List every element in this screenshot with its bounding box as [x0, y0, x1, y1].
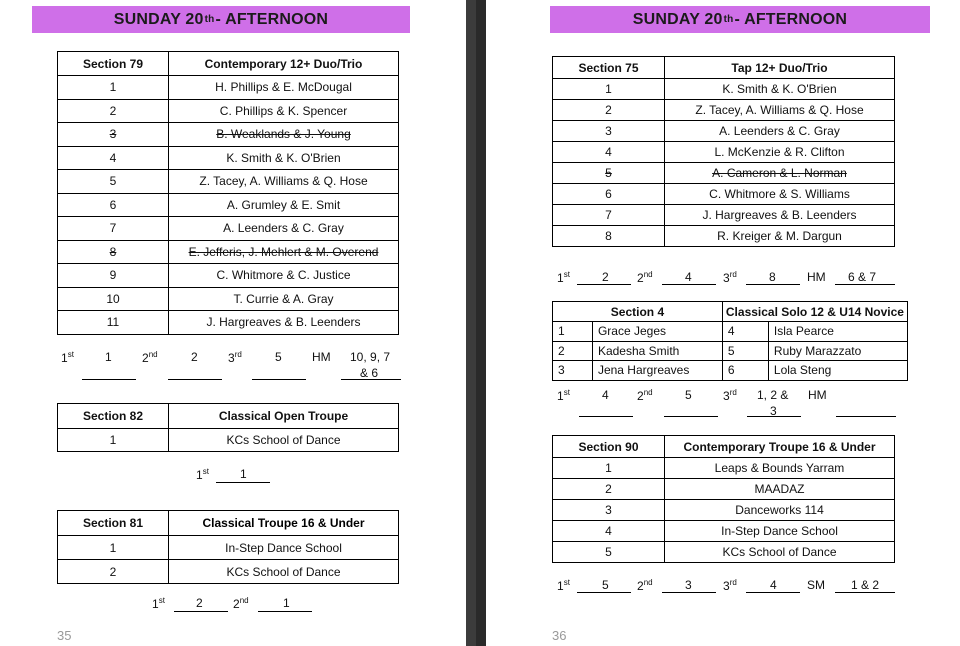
table-cell: 5 — [722, 341, 768, 361]
table-cell: 1 — [58, 536, 169, 560]
table-cell: 5 — [58, 170, 169, 194]
table-cell: A. Leenders & C. Gray — [169, 217, 399, 241]
section-90-table — [552, 435, 895, 563]
section-82-table — [57, 403, 399, 452]
table-cell: 10 — [58, 287, 169, 311]
table-cell: 1 — [553, 458, 665, 479]
section-90-results: 1st 5 2nd 3 3rd 4 SM 1 & 2 — [557, 578, 880, 593]
table-cell: In-Step Dance School — [665, 521, 895, 542]
table-cell: C. Phillips & K. Spencer — [169, 99, 399, 123]
page-36 — [486, 0, 960, 646]
table-cell: 4 — [722, 322, 768, 342]
table-cell: 1 — [58, 429, 169, 452]
table-cell: J. Hargreaves & B. Leenders — [665, 205, 895, 226]
table-cell: 3 — [553, 500, 665, 521]
table-cell: 11 — [58, 311, 169, 335]
table-cell: Ruby Marazzato — [768, 341, 907, 361]
banner-day-sup: th — [204, 14, 215, 25]
section-75-results: 1st 2 2nd 4 3rd 8 HM 6 & 7 — [557, 270, 877, 285]
table-row — [58, 99, 399, 123]
section-label: Section 79 — [58, 52, 169, 76]
second-place-value: 2 — [191, 350, 198, 364]
table-header-cell: Section 81 — [58, 511, 169, 536]
table-cell: 1 — [553, 79, 665, 100]
table-cell: 3 — [58, 123, 169, 147]
table-header-cell: Classical Solo 12 & U14 Novice — [722, 302, 907, 322]
table-cell: 6 — [58, 193, 169, 217]
table-cell: Danceworks 114 — [665, 500, 895, 521]
table-row — [553, 542, 895, 563]
table-row — [58, 264, 399, 288]
day-banner — [32, 6, 410, 33]
table-cell: 2 — [553, 100, 665, 121]
table-cell: 2 — [58, 560, 169, 584]
table-cell: A. Leenders & C. Gray — [665, 121, 895, 142]
table-cell: H. Phillips & E. McDougal — [169, 76, 399, 100]
section-79-results: 1st 1 2nd 2 3rd 5 HM 10, 9, 7 & 6 — [61, 350, 391, 380]
table-cell: E. Jefferis, J. Mehlert & M. Overend — [169, 240, 399, 264]
table-cell: 2 — [553, 341, 593, 361]
table-header-cell: Tap 12+ Duo/Trio — [665, 57, 895, 79]
table-row — [58, 429, 399, 452]
table-row — [553, 226, 895, 247]
table-cell: 3 — [553, 361, 593, 381]
table-cell: 5 — [553, 163, 665, 184]
hm-value-cont: & 6 — [360, 366, 379, 380]
table-cell: K. Smith & K. O'Brien — [665, 79, 895, 100]
table-cell: 1 — [553, 322, 593, 342]
table-cell: KCs School of Dance — [169, 560, 399, 584]
table-header-cell: Classical Open Troupe — [169, 404, 399, 429]
table-cell: A. Cameron & L. Norman — [665, 163, 895, 184]
section-81-table — [57, 510, 399, 584]
table-row — [553, 163, 895, 184]
table-cell: Isla Pearce — [768, 322, 907, 342]
table-cell: R. Kreiger & M. Dargun — [665, 226, 895, 247]
table-row — [58, 560, 399, 584]
section-79-table — [57, 51, 399, 335]
table-cell: In-Step Dance School — [169, 536, 399, 560]
table-cell: 8 — [553, 226, 665, 247]
section-81-results: 1st 2 2nd 1 — [152, 596, 290, 611]
table-cell: MAADAZ — [665, 479, 895, 500]
table-cell: Kadesha Smith — [592, 341, 722, 361]
table-cell: 5 — [553, 542, 665, 563]
table-header-cell: Section 90 — [553, 436, 665, 458]
table-row — [553, 322, 908, 342]
table-cell: 6 — [722, 361, 768, 381]
table-cell: K. Smith & K. O'Brien — [169, 146, 399, 170]
table-row — [58, 146, 399, 170]
table-cell: Jena Hargreaves — [592, 361, 722, 381]
table-row — [58, 240, 399, 264]
third-place-value: 5 — [275, 350, 282, 364]
table-cell: 3 — [553, 121, 665, 142]
table-cell: 7 — [553, 205, 665, 226]
table-cell: Leaps & Bounds Yarram — [665, 458, 895, 479]
section-75-table — [552, 56, 895, 247]
table-row — [553, 500, 895, 521]
table-row — [553, 521, 895, 542]
table-cell: Lola Steng — [768, 361, 907, 381]
table-row — [553, 142, 895, 163]
table-header-cell: Section 4 — [553, 302, 723, 322]
table-row — [553, 184, 895, 205]
table-cell: J. Hargreaves & B. Leenders — [169, 311, 399, 335]
table-cell: 2 — [553, 479, 665, 500]
table-row — [58, 76, 399, 100]
table-header-cell: Classical Troupe 16 & Under — [169, 511, 399, 536]
table-cell: 6 — [553, 184, 665, 205]
day-banner: SUNDAY 20 th - AFTERNOON — [550, 6, 930, 33]
table-cell: C. Whitmore & S. Williams — [665, 184, 895, 205]
page-35 — [0, 0, 466, 646]
table-header-cell: Contemporary Troupe 16 & Under — [665, 436, 895, 458]
page-number: 35 — [57, 628, 72, 643]
banner-day: SUNDAY 20 — [113, 10, 204, 28]
table-row — [553, 79, 895, 100]
table-row — [58, 123, 399, 147]
table-cell: KCs School of Dance — [169, 429, 399, 452]
table-cell: 7 — [58, 217, 169, 241]
table-cell: 8 — [58, 240, 169, 264]
table-cell: Z. Tacey, A. Williams & Q. Hose — [169, 170, 399, 194]
table-header-cell: Section 75 — [553, 57, 665, 79]
table-cell: 1 — [58, 76, 169, 100]
table-cell: L. McKenzie & R. Clifton — [665, 142, 895, 163]
page-divider — [466, 0, 476, 646]
table-row — [553, 458, 895, 479]
table-cell: A. Grumley & E. Smit — [169, 193, 399, 217]
table-cell: 9 — [58, 264, 169, 288]
table-cell: Z. Tacey, A. Williams & Q. Hose — [665, 100, 895, 121]
table-row — [553, 479, 895, 500]
table-row — [58, 193, 399, 217]
table-row — [553, 361, 908, 381]
table-cell: 4 — [553, 521, 665, 542]
table-row — [58, 217, 399, 241]
table-cell: C. Whitmore & C. Justice — [169, 264, 399, 288]
table-header-cell: Section 82 — [58, 404, 169, 429]
section-4-results: 1st 4 2nd 5 3rd 1, 2 & 3 HM — [557, 388, 827, 418]
table-row — [553, 121, 895, 142]
table-row — [553, 205, 895, 226]
table-cell: 2 — [58, 99, 169, 123]
page-number: 36 — [552, 628, 567, 643]
table-row — [58, 311, 399, 335]
table-cell: 4 — [553, 142, 665, 163]
table-row — [58, 287, 399, 311]
table-row — [553, 100, 895, 121]
section-title: Contemporary 12+ Duo/Trio — [169, 52, 399, 76]
banner-rest: - AFTERNOON — [215, 10, 329, 28]
section-4-table — [552, 301, 908, 381]
hm-value: 10, 9, 7 — [350, 350, 391, 364]
table-row — [58, 536, 399, 560]
table-cell: 4 — [58, 146, 169, 170]
table-cell: T. Currie & A. Gray — [169, 287, 399, 311]
first-place-value: 1 — [105, 350, 112, 364]
table-cell: KCs School of Dance — [665, 542, 895, 563]
table-cell: Grace Jeges — [592, 322, 722, 342]
table-row — [553, 341, 908, 361]
table-row — [58, 170, 399, 194]
section-82-results: 1st 1 — [196, 467, 247, 482]
table-cell: B. Weaklands & J. Young — [169, 123, 399, 147]
